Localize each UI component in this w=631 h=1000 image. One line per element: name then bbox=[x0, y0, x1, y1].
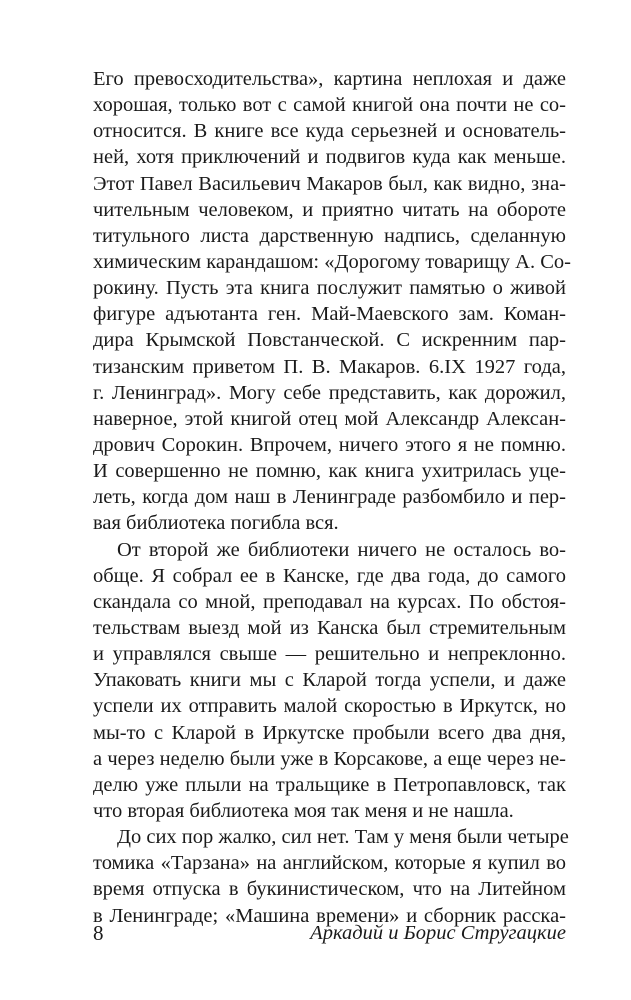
text-line: время отпуска в букинистическом, что на Литейном bbox=[93, 878, 566, 901]
text-line: обще. Я собрал ее в Канске, где два года, до самого bbox=[93, 564, 566, 587]
text-line: делю уже плыли на тральщике в Петропавловск, так bbox=[93, 773, 566, 796]
text-line: и управлялся свыше — решительно и непреклонно. bbox=[93, 643, 566, 666]
text-line: мы-то с Кларой в Иркутске пробыли всего два дня, bbox=[93, 721, 566, 744]
text-line: г. Ленинград». Могу себе представить, как дорожил, bbox=[93, 381, 566, 404]
text-line: рокину. Пусть эта книга послужит памятью о живой bbox=[93, 277, 566, 300]
text-line: скандала со мной, преподавал на курсах. По обстоя- bbox=[93, 590, 566, 613]
page-footer bbox=[93, 918, 566, 948]
text-line: леть, когда дом наш в Ленинграде разбомбило и пер- bbox=[93, 486, 566, 509]
text-line: титульного листа дарственную надпись, сделанную bbox=[93, 224, 566, 247]
text-line: чительным человеком, и приятно читать на обороте bbox=[93, 198, 566, 221]
text-line: дира Крымской Повстанческой. С искренним пар- bbox=[93, 329, 566, 352]
text-line: ней, хотя приключений и подвигов куда как меньше. bbox=[93, 146, 566, 169]
text-line: тельствам выезд мой из Канска был стремительным bbox=[93, 616, 566, 639]
text-line: успели их отправить малой скоростью в Иркутск, но bbox=[93, 695, 566, 718]
body-text bbox=[93, 66, 571, 929]
text-line: хорошая, только вот с самой книгой она почти не со- bbox=[93, 94, 566, 117]
paragraph-end-line: что вторая библиотека моя так меня и не нашла. bbox=[93, 799, 514, 822]
page-number: 8 bbox=[93, 921, 104, 945]
text-line: фигуре адъютанта ген. Май-Маевского зам. Коман- bbox=[93, 303, 566, 326]
text-line: химическим карандашом: «Дорогому товарищу А. Со- bbox=[93, 250, 571, 273]
text-line: относится. В книге все куда серьезней и основатель- bbox=[93, 120, 566, 143]
text-line: дрович Сорокин. Впрочем, ничего этого я не помню. bbox=[93, 433, 566, 456]
paragraph-end-line: вая библиотека погибла вся. bbox=[93, 512, 339, 535]
text-line: а через неделю были уже в Корсакове, а еще через не- bbox=[93, 747, 566, 770]
text-line: Этот Павел Васильевич Макаров был, как видно, зна- bbox=[93, 172, 566, 195]
paragraph-first-line: До сих пор жалко, сил нет. Там у меня были четыре bbox=[117, 826, 569, 849]
text-line: в Ленинграде; «Машина времени» и сборник расска- bbox=[93, 904, 566, 927]
text-line: Его превосходительства», картина неплохая и даже bbox=[93, 68, 566, 90]
paragraph-first-line: От второй же библиотеки ничего не осталось во- bbox=[117, 538, 566, 561]
text-line: И совершенно не помню, как книга ухитрилась уце- bbox=[93, 460, 566, 483]
running-head: Аркадий и Борис Стругацкие bbox=[310, 922, 566, 944]
text-line: томика «Тарзана» на английском, которые я купил во bbox=[93, 852, 566, 875]
text-line: Упаковать книги мы с Кларой тогда успели, и даже bbox=[93, 669, 566, 692]
text-line: тизанским приветом П. В. Макаров. 6.IX 1927 года, bbox=[93, 355, 566, 378]
text-line: наверное, этой книгой отец мой Александр Алексан- bbox=[93, 407, 566, 430]
